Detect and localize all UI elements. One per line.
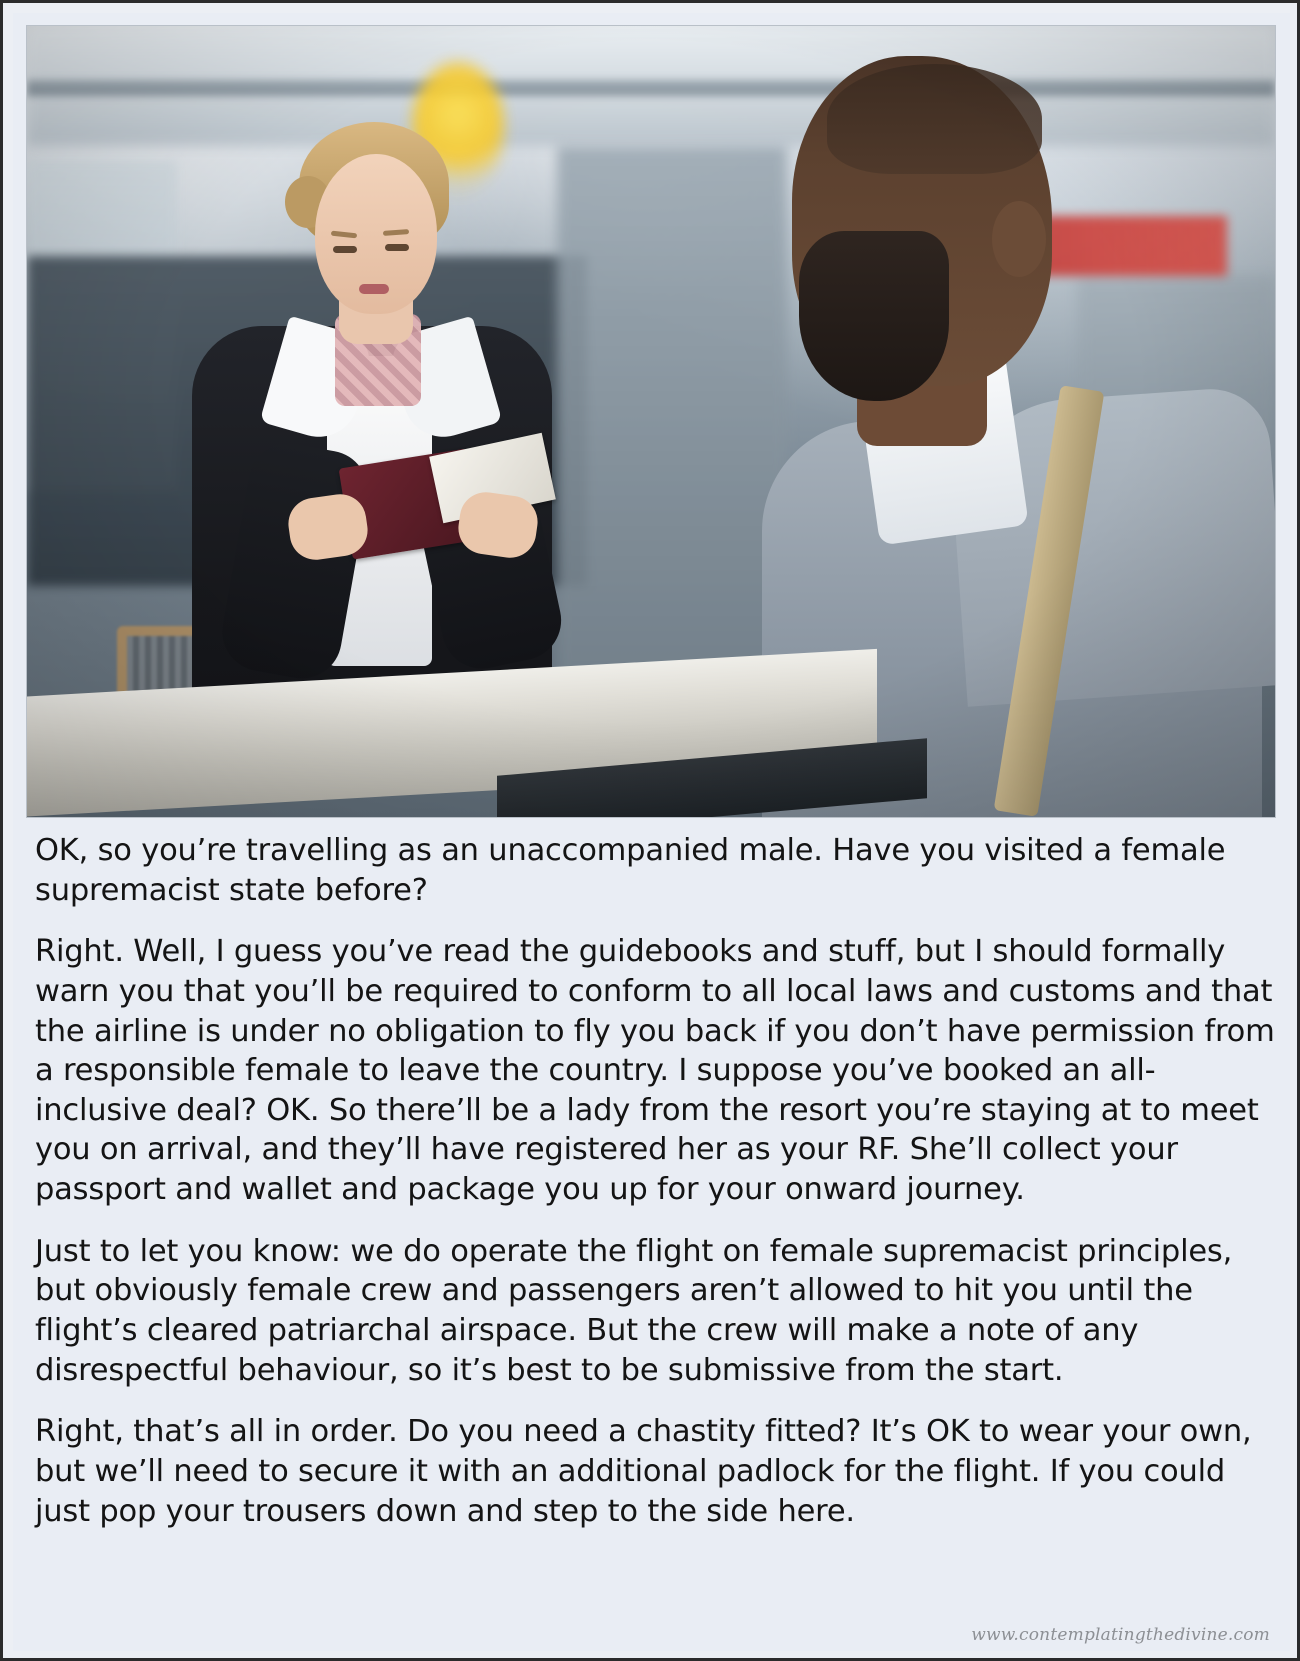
page-inner [13,13,1290,1651]
paragraph-1: OK, so you’re travelling as an unaccompanied male. Have you visited a female supremacist state before? [35,833,1226,908]
story-text [35,831,1275,1531]
scene-photo [26,25,1276,818]
photo-vignette [27,26,1275,817]
site-watermark: www.contemplatingthedivine.com [971,1625,1270,1645]
paragraph-3: Just to let you know: we do operate the flight on female supremacist principles, but obviously female crew and passengers aren’t allowed to hit you until the flight’s cleared patriarchal airspace. But the crew will make a note of any disrespectful behaviour, so it’s best to be submissive from the start. [35,1233,1233,1388]
paragraph-4: Right, that’s all in order. Do you need a chastity fitted? It’s OK to wear your own, but we’ll need to secure it with an additional padlock for the flight. If you could just pop your trousers down and step to the side here. [35,1414,1252,1529]
paragraph-2: Right. Well, I guess you’ve read the guidebooks and stuff, but I should formally warn you that you’ll be required to conform to all local laws and customs and that the airline is under no obligation to fly you back if you don’t have permission from a responsible female to leave the country. I suppose you’ve booked an all-inclusive deal? OK. So there’ll be a lady from the resort you’re staying at to meet you on arrival, and they’ll have registered her as your RF. She’ll collect your passport and wallet and package you up for your onward journey. [35,934,1275,1208]
